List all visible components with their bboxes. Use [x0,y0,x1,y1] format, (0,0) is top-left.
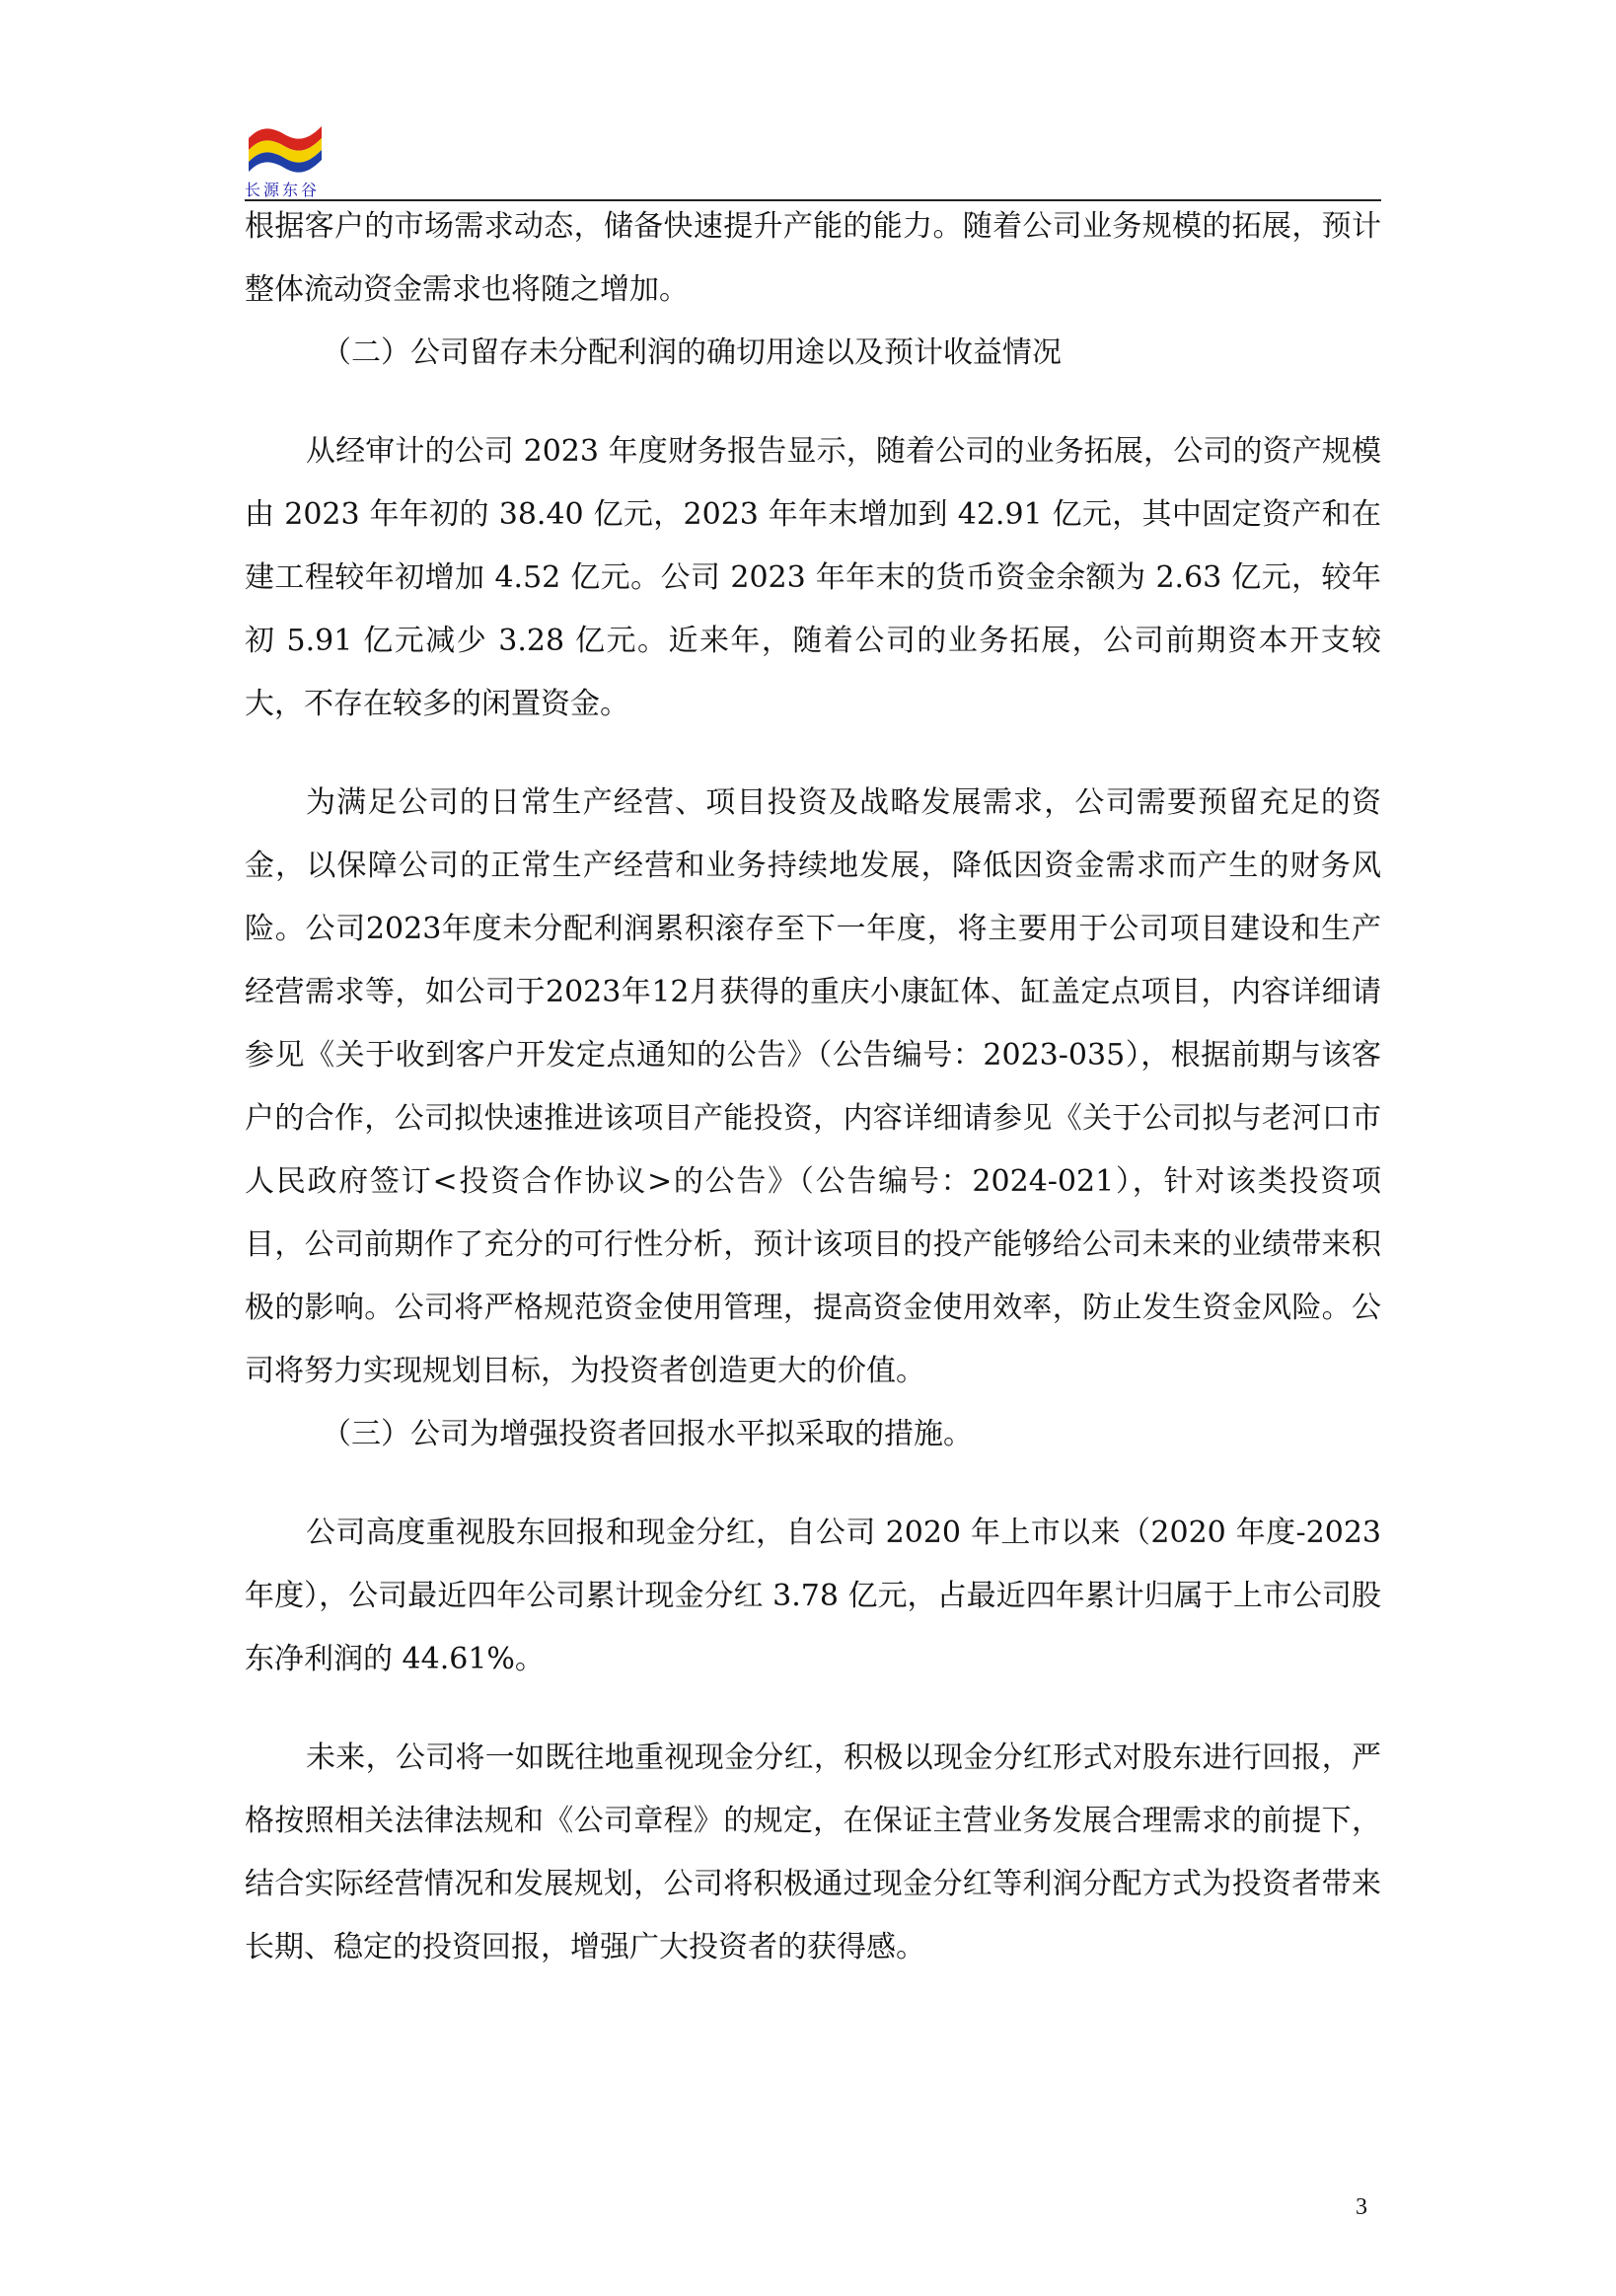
company-logo [245,116,326,201]
page-header [245,116,1381,201]
paragraph-retained-profit-use: 为满足公司的日常生产经营、项目投资及战略发展需求，公司需要预留充足的资金，以保障公司的正常生产经营和业务持续地发展，降低因资金需求而产生的财务风险。公司2023年度未分配利润累积滚存至下一年度，将主要用于公司项目建设和生产经营需求等，如公司于2023年12月获得的重庆小康缸体、缸盖定点项目，内容详细请参见《关于收到客户开发定点通知的公告》（公告编号：2023-035），根据前期与该客户的合作，公司拟快速推进该项目产能投资，内容详细请参见《关于公司拟与老河口市人民政府签订<投资合作协议>的公告》（公告编号：2024-021），针对该类投资项目，公司前期作了充分的可行性分析，预计该项目的投产能够给公司未来的业绩带来积极的影响。公司将严格规范资金使用管理，提高资金使用效率，防止发生资金风险。公司将努力实现规划目标，为投资者创造更大的价值。 [245,785,1381,1388]
continued-paragraph: 根据客户的市场需求动态，储备快速提升产能的能力。随着公司业务规模的拓展，预计整体流动资金需求也将随之增加。 [245,209,1381,307]
paragraph-assets: 从经审计的公司 2023 年度财务报告显示，随着公司的业务拓展，公司的资产规模由 2023 年年初的 38.40 亿元，2023 年年末增加到 42.91 亿元，其中固定资产和在建工程较年初增加 4.52 亿元。公司 2023 年年末的货币资金余额为 2.63 亿元，较年初 5.91 亿元减少 3.28 亿元。近来年，随着公司的业务拓展，公司前期资本开支较大，不存在较多的闲置资金。 [245,434,1381,721]
section-heading-3: （三）公司为增强投资者回报水平拟采取的措施。 [322,1417,973,1451]
document-body [245,195,1381,1979]
section-heading-2: （二）公司留存未分配利润的确切用途以及预计收益情况 [322,335,1062,370]
page-number: 3 [1356,2194,1367,2220]
logo-text: 长源东谷 [245,181,321,199]
paragraph-future-dividends: 未来，公司将一如既往地重视现金分红，积极以现金分红形式对股东进行回报，严格按照相关法律法规和《公司章程》的规定，在保证主营业务发展合理需求的前提下，结合实际经营情况和发展规划，公司将积极通过现金分红等利润分配方式为投资者带来长期、稳定的投资回报，增强广大投资者的获得感。 [245,1741,1381,1964]
paragraph-dividend-history: 公司高度重视股东回报和现金分红，自公司 2020 年上市以来（2020 年度-2023 年度），公司最近四年公司累计现金分红 3.78 亿元，占最近四年累计归属于上市公司股东净利润的 44.61%。 [245,1516,1381,1676]
logo-flag-icon [247,116,324,176]
